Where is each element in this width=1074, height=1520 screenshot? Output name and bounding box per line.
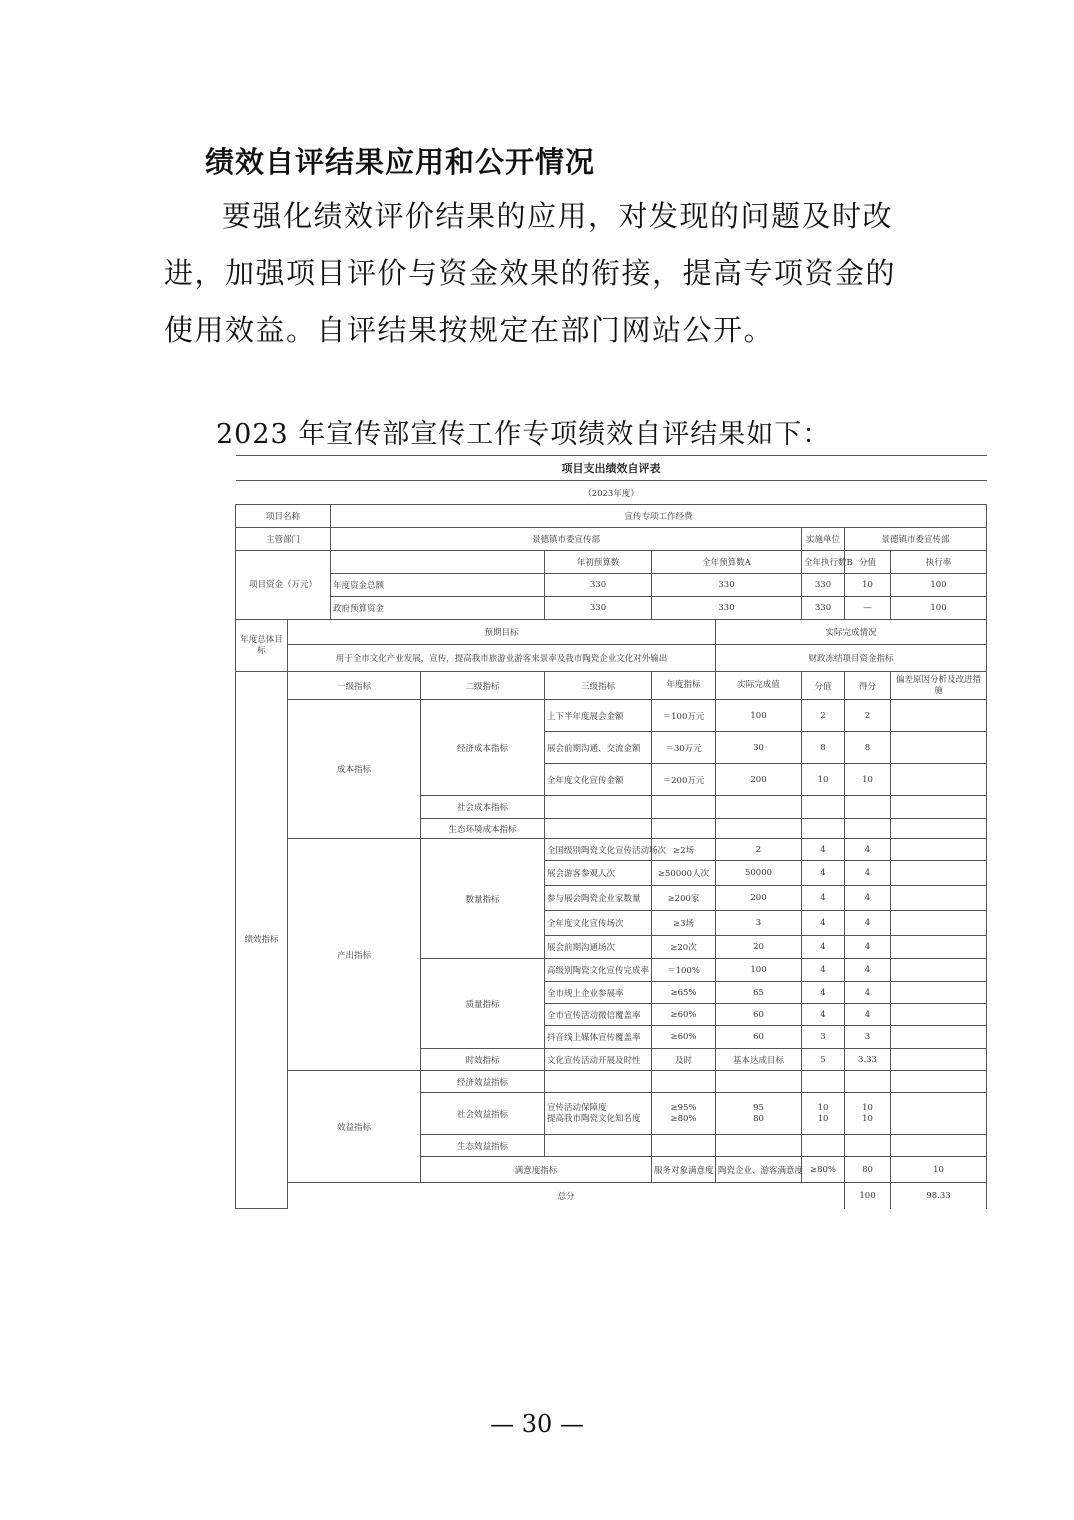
econ-effect-indicator: 经济效益指标 [421, 1071, 545, 1093]
indicator-target: ＝100万元 [652, 700, 716, 732]
indicator-score: 4 [802, 982, 845, 1004]
indicator-target: 及时 [652, 1049, 716, 1071]
funds-header: 分值 [845, 551, 891, 574]
social-cost-indicator: 社会成本指标 [421, 796, 545, 819]
indicator-header: 年度指标 [652, 672, 716, 700]
actual-goal-text: 财政冻结项目资金指标 [716, 645, 987, 672]
time-indicator: 时效指标 [421, 1049, 545, 1071]
funds-row-label: 政府预算资金 [331, 597, 545, 620]
indicator-note [891, 982, 987, 1004]
eco-effect-indicator: 生态效益指标 [421, 1135, 545, 1157]
indicator-note [891, 886, 987, 911]
indicator-got: 4 [845, 886, 891, 911]
indicator-target: ≥65% [652, 982, 716, 1004]
econ-cost-indicator: 经济成本指标 [421, 700, 545, 796]
indicator-got: 10 [845, 764, 891, 796]
indicator-score: 4 [802, 936, 845, 959]
indicator-actual: 95 80 [716, 1093, 802, 1135]
body-paragraph: 要强化绩效评价结果的应用，对发现的问题及时改进，加强项目评价与资金效果的衔接，提高专项资金的使用效益。自评结果按规定在部门网站公开。 [164, 199, 897, 347]
indicator-got: 3.33 [845, 1049, 891, 1071]
table-title: 项目支出绩效自评表 [236, 456, 987, 481]
funds-header: 年初预算数 [545, 551, 652, 574]
indicator-target: ≥50000人次 [652, 861, 716, 886]
funds-cell: 330 [802, 574, 845, 597]
indicator-note [891, 732, 987, 764]
eco-cost-indicator: 生态环境成本指标 [421, 819, 545, 839]
table-year: （2023年度） [236, 481, 987, 505]
indicator-header: 实际完成值 [716, 672, 802, 700]
funds-header: 全年执行数B [802, 551, 845, 574]
funds-cell: 330 [545, 597, 652, 620]
indicator-target: ≥80% [802, 1157, 845, 1183]
indicator-note [891, 936, 987, 959]
social-effect-indicator: 社会效益指标 [421, 1093, 545, 1135]
project-name-label: 项目名称 [236, 505, 331, 528]
indicator-score: 4 [802, 886, 845, 911]
funds-header: 全年预算数A [652, 551, 802, 574]
indicator-got: 8 [845, 732, 891, 764]
indicator-score: 10 [891, 1157, 987, 1183]
indicator-name: 上下半年度展会金额 [545, 700, 652, 732]
indicator-got: 4 [845, 861, 891, 886]
indicator-score: 5 [802, 1049, 845, 1071]
indicator-header: 分值 [802, 672, 845, 700]
dept-value: 景德镇市委宣传部 [331, 528, 802, 551]
indicator-note [891, 911, 987, 936]
indicator-score: 4 [802, 1004, 845, 1026]
performance-evaluation-table [235, 455, 987, 1209]
performance-indicator-label: 绩效指标 [236, 672, 288, 1209]
indicator-got: 4 [845, 911, 891, 936]
indicator-actual: 100 [716, 959, 802, 982]
indicator-got: 4 [845, 1004, 891, 1026]
quantity-indicator: 数量指标 [421, 839, 545, 959]
indicator-name: 展会前期沟通、交流金额 [545, 732, 652, 764]
funds-cell: 100 [891, 597, 987, 620]
indicator-name: 展会游客参观人次 [545, 861, 652, 886]
indicator-actual: 20 [716, 936, 802, 959]
indicator-actual: 200 [716, 764, 802, 796]
indicator-header: 二级指标 [421, 672, 545, 700]
indicator-name: 高级别陶瓷文化宣传完成率 [545, 959, 652, 982]
indicator-header: 三级指标 [545, 672, 652, 700]
project-name-value: 宣传专项工作经费 [331, 505, 987, 528]
indicator-score: 2 [802, 700, 845, 732]
indicator-got: 4 [845, 982, 891, 1004]
indicator-name: 全年度文化宣传金额 [545, 764, 652, 796]
indicator-got: 10 10 [845, 1093, 891, 1135]
indicator-target: ≥2场 [652, 839, 716, 861]
funds-label: 项目资金（万元） [236, 551, 331, 620]
indicator-target: ≥95% ≥80% [652, 1093, 716, 1135]
indicator-name: 全年度文化宣传场次 [545, 911, 652, 936]
actual-goal-label: 实际完成情况 [716, 620, 987, 645]
indicator-header: 偏差原因分析及改进措施 [891, 672, 987, 700]
funds-header: 执行率 [891, 551, 987, 574]
cost-indicator: 成本指标 [288, 700, 421, 839]
indicator-note [891, 861, 987, 886]
indicator-name: 文化宣传活动开展及时性 [545, 1049, 652, 1071]
indicator-actual: 60 [716, 1026, 802, 1049]
indicator-target: ≥20次 [652, 936, 716, 959]
funds-cell: 330 [652, 574, 802, 597]
indicator-actual: 200 [716, 886, 802, 911]
indicator-got: 4 [845, 936, 891, 959]
indicator-got: 2 [845, 700, 891, 732]
total-got: 98.33 [891, 1183, 987, 1209]
indicator-target: ＝200万元 [652, 764, 716, 796]
effect-indicator: 效益指标 [288, 1071, 421, 1183]
quality-indicator: 质量指标 [421, 959, 545, 1049]
indicator-score: 10 [802, 764, 845, 796]
indicator-score: 4 [802, 959, 845, 982]
indicator-actual: 80 [845, 1157, 891, 1183]
indicator-target: ＝30万元 [652, 732, 716, 764]
table-intro: 2023 年宣传部宣传工作专项绩效自评结果如下： [216, 419, 831, 450]
indicator-actual: 30 [716, 732, 802, 764]
service-satisfaction-indicator: 服务对象满意度 [652, 1157, 716, 1183]
indicator-name: 抖音线上媒体宣传覆盖率 [545, 1026, 652, 1049]
total-score: 100 [845, 1183, 891, 1209]
funds-cell: 100 [891, 574, 987, 597]
indicator-name: 全市宣传活动微信覆盖率 [545, 1004, 652, 1026]
indicator-name: 全市规上企业参展率 [545, 982, 652, 1004]
indicator-note [891, 1049, 987, 1071]
indicator-score: 3 [802, 1026, 845, 1049]
indicator-note [891, 1026, 987, 1049]
indicator-score: 4 [802, 839, 845, 861]
section-heading: 绩效自评结果应用和公开情况 [205, 145, 596, 179]
indicator-name: 展会前期沟通场次 [545, 936, 652, 959]
indicator-score: 4 [802, 911, 845, 936]
indicator-note [891, 839, 987, 861]
dept-label: 主管部门 [236, 528, 331, 551]
funds-header-blank [331, 551, 545, 574]
output-indicator: 产出指标 [288, 839, 421, 1071]
indicator-got: 4 [845, 959, 891, 982]
funds-row-label: 年度资金总额 [331, 574, 545, 597]
impl-label: 实施单位 [802, 528, 845, 551]
page-number: — 30 — [490, 1410, 584, 1438]
indicator-score: 8 [802, 732, 845, 764]
expected-goal-text: 用于全市文化产业发展，宣传，提高我市旅游业游客来景率及我市陶瓷企业文化对外输出 [288, 645, 716, 672]
indicator-note [891, 700, 987, 732]
funds-cell: — [845, 597, 891, 620]
indicator-score: 4 [802, 861, 845, 886]
indicator-actual: 100 [716, 700, 802, 732]
indicator-target: ＝100% [652, 959, 716, 982]
indicator-header: 一级指标 [288, 672, 421, 700]
indicator-actual: 基本达成目标 [716, 1049, 802, 1071]
funds-cell: 330 [652, 597, 802, 620]
indicator-note [891, 1004, 987, 1026]
indicator-actual: 3 [716, 911, 802, 936]
indicator-actual: 50000 [716, 861, 802, 886]
indicator-name: 全国级别陶瓷文化宣传活动场次 [545, 839, 652, 861]
satisfaction-indicator: 满意度指标 [421, 1157, 652, 1183]
indicator-target: ≥3场 [652, 911, 716, 936]
indicator-got: 3 [845, 1026, 891, 1049]
indicator-note [891, 764, 987, 796]
indicator-note [891, 959, 987, 982]
indicator-actual: 2 [716, 839, 802, 861]
indicator-target: ≥60% [652, 1004, 716, 1026]
indicator-target: ≥60% [652, 1026, 716, 1049]
indicator-actual: 60 [716, 1004, 802, 1026]
expected-goal-label: 预期目标 [288, 620, 716, 645]
annual-goal-label: 年度总体目标 [236, 620, 288, 672]
indicator-got: 4 [845, 839, 891, 861]
funds-cell: 10 [845, 574, 891, 597]
indicator-target: ≥200家 [652, 886, 716, 911]
indicator-score: 10 10 [802, 1093, 845, 1135]
indicator-note [891, 1093, 987, 1135]
impl-value: 景德镇市委宣传部 [845, 528, 987, 551]
funds-cell: 330 [545, 574, 652, 597]
funds-cell: 330 [802, 597, 845, 620]
total-label: 总分 [288, 1183, 845, 1209]
indicator-actual: 65 [716, 982, 802, 1004]
indicator-name: 陶瓷企业、游客满意度 [716, 1157, 802, 1183]
indicator-name: 参与展会陶瓷企业家数量 [545, 886, 652, 911]
indicator-header: 得分 [845, 672, 891, 700]
indicator-name: 宣传活动保障度 提高我市陶瓷文化知名度 [545, 1093, 652, 1135]
